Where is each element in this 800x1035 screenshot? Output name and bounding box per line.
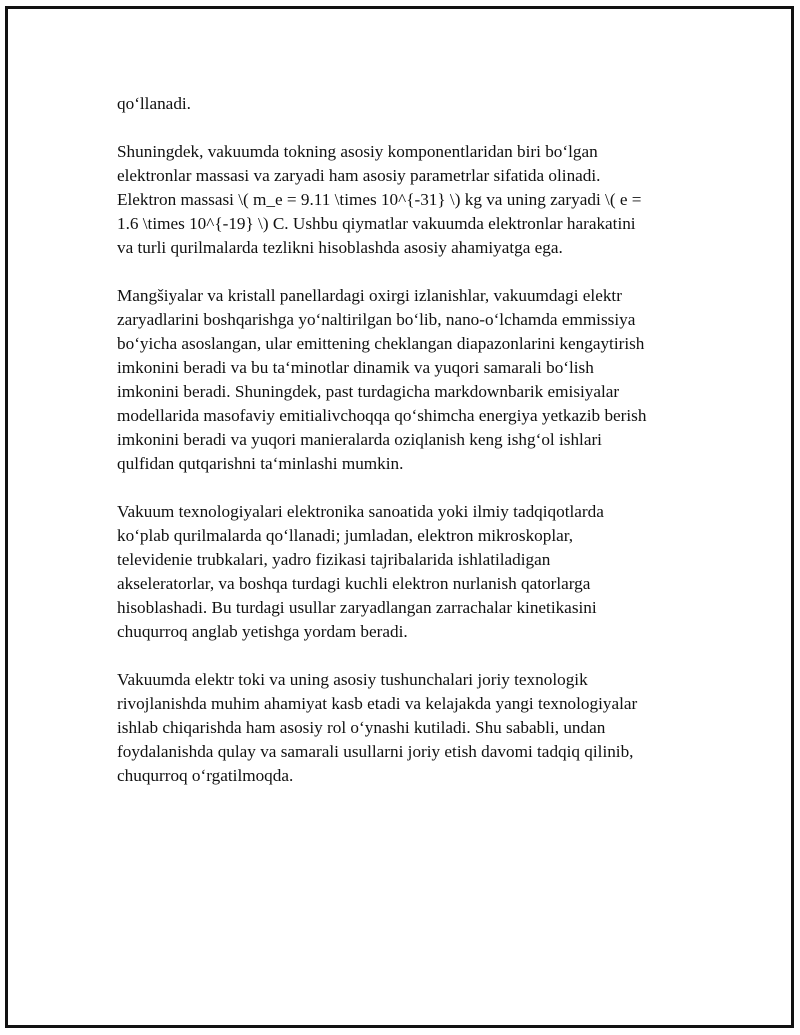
paragraph-continuation: qo‘llanadi. <box>117 94 191 113</box>
paragraph-applications: Vakuum texnologiyalari elektronika sanoatida yoki ilmiy tadqiqotlarda ko‘plab qurilmalarda qo‘llanadi; jumladan, elektron mikroskoplar, televidenie trubkalari, yadro fizikasi tajribalarida ishlatiladigan akseleratorlar, va boshqa turdagi kuchli elektron nurlanish qatorlarga hisoblashadi. Bu turdagi usullar zaryadlangan zarrachalar kinetikasini chuqurroq anglab yetishga yordam beradi. <box>117 502 604 641</box>
paragraph-electron-parameters: Shuningdek, vakuumda tokning asosiy komponentlaridan biri bo‘lgan elektronlar massasi va zaryadi ham asosiy parametrlar sifatida olinadi. Elektron massasi \( m_e = 9.11 \times 10^{-31} \) kg va uning zaryadi \( e = 1.6 \times 10^{-19} \) C. Ushbu qiymatlar vakuumda elektronlar harakatini va turli qurilmalarda tezlikni hisoblashda asosiy ahamiyatga ega. <box>117 142 642 257</box>
document-body <box>117 92 687 812</box>
paragraph-recent-research: Mangšiyalar va kristall panellardagi oxirgi izlanishlar, vakuumdagi elektr zaryadlarini boshqarishga yo‘naltirilgan bo‘lib, nano-o‘lchamda emmissiya bo‘yicha asoslangan, ular emittening cheklangan diapazonlarini kengaytirish imkonini beradi va bu ta‘minotlar dinamik va yuqori samarali bo‘lish imkonini beradi. Shuningdek, past turdagicha markdownbarik emisiyalar modellarida masofaviy emitialivchoqqa qo‘shimcha energiya yetkazib berish imkonini beradi va yuqori manieralarda oziqlanish keng ishg‘ol ishlari qulfidan qutqarishni ta‘minlashi mumkin. <box>117 286 647 473</box>
paragraph-conclusion: Vakuumda elektr toki va uning asosiy tushunchalari joriy texnologik rivojlanishda muhim ahamiyat kasb etadi va kelajakda yangi texnologiyalar ishlab chiqarishda ham asosiy rol o‘ynashi kutiladi. Shu sababli, undan foydalanishda qulay va samarali usullarni joriy etish davomi tadqiq qilinib, chuqurroq o‘rgatilmoqda. <box>117 670 638 785</box>
